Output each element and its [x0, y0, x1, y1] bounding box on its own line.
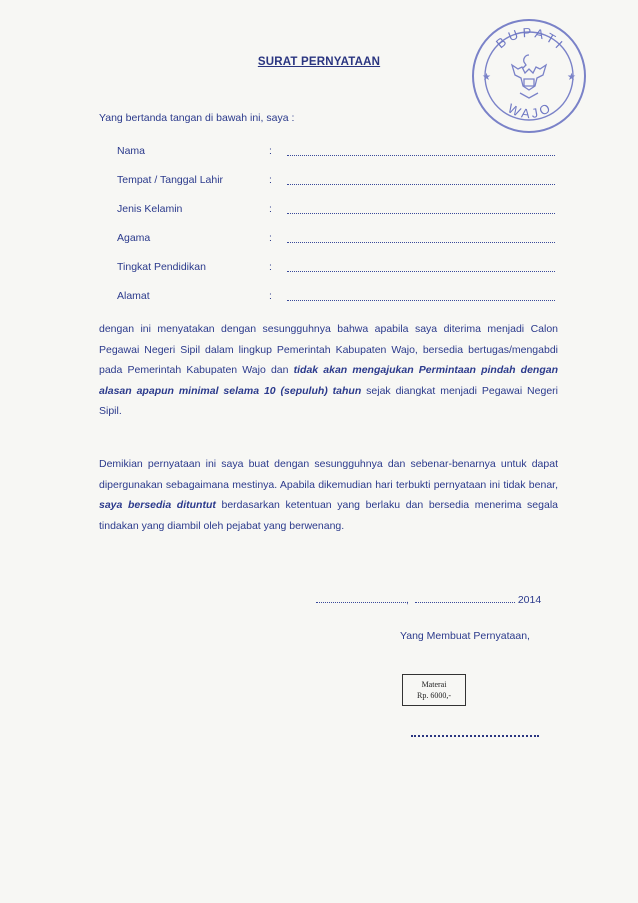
stamp-star-right-icon: ★ — [567, 72, 576, 83]
field-label: Agama — [117, 232, 151, 244]
place-date-line — [316, 593, 558, 606]
field-label: Jenis Kelamin — [117, 203, 183, 215]
document-title: SURAT PERNYATAAN — [257, 56, 381, 68]
field-colon: : — [269, 203, 272, 215]
field-label: Alamat — [117, 290, 150, 302]
field-alamat — [117, 290, 557, 319]
date-comma: , — [406, 594, 409, 606]
signature-line[interactable] — [411, 735, 539, 737]
statement-paragraph — [99, 319, 558, 422]
statement-text: dengan ini menyatakan dengan sesungguhnya bahwa apabila saya diterima menjadi Calon Pegawai Negeri Sipil dalam lingkup Pemerintah Kabupaten Wajo, bersedia bertugas/mengabdi pada Pemerintah Kabupaten Wajo dan — [99, 323, 558, 376]
signer-label: Yang Membuat Pernyataan, — [400, 630, 530, 642]
closing-text: Demikian pernyataan ini saya buat dengan sesungguhnya dan sebenar-benarnya untuk dapat dipergunakan sebagaimana mestinya. Apabila dikemudian hari terbukti pernyataan ini tidak benar, — [99, 458, 558, 491]
stamp-seal — [468, 15, 590, 137]
statement-emphasis: tidak akan mengajukan Permintaan pindah dengan alasan apapun minimal selama 10 (sepuluh) tahun — [99, 364, 558, 397]
closing-text-end: berdasarkan ketentuan yang berlaku dan bersedia menerima segala tindakan yang diambil oleh pejabat yang berwenang. — [99, 499, 558, 532]
field-label: Nama — [117, 145, 146, 157]
statement-text-end: sejak diangkat menjadi Pegawai Negeri Sipil. — [99, 384, 558, 417]
intro-text: Yang bertanda tangan di bawah ini, saya : — [99, 112, 295, 124]
materai-label: Materai — [421, 680, 447, 689]
stamp-star-left-icon: ★ — [482, 72, 491, 83]
stamp-text-bottom: W A J O — [505, 100, 553, 122]
regent-stamp — [468, 15, 590, 137]
field-blank[interactable] — [287, 184, 555, 185]
field-colon: : — [269, 290, 272, 302]
field-tempat-tanggal-lahir — [117, 174, 557, 203]
date-year: 2014 — [517, 594, 542, 606]
field-blank[interactable] — [287, 300, 555, 301]
field-blank[interactable] — [287, 242, 555, 243]
field-colon: : — [269, 174, 272, 186]
field-blank[interactable] — [287, 213, 555, 214]
field-agama — [117, 232, 557, 261]
field-tingkat-pendidikan — [117, 261, 557, 290]
field-label: Tingkat Pendidikan — [117, 261, 206, 273]
field-blank[interactable] — [287, 155, 555, 156]
field-blank[interactable] — [287, 271, 555, 272]
field-colon: : — [269, 145, 272, 157]
field-jenis-kelamin — [117, 203, 557, 232]
field-colon: : — [269, 232, 272, 244]
field-nama — [117, 145, 557, 174]
date-blank[interactable] — [415, 593, 515, 603]
field-colon: : — [269, 261, 272, 273]
place-blank[interactable] — [316, 593, 406, 603]
materai-stamp-box — [402, 674, 466, 706]
closing-emphasis: saya bersedia dituntut — [99, 499, 216, 511]
identity-fields — [117, 145, 557, 319]
materai-value: Rp. 6000,- — [417, 691, 451, 700]
stamp-text-top: B U P A T I — [492, 24, 566, 52]
closing-paragraph — [99, 454, 558, 536]
field-label: Tempat / Tanggal Lahir — [117, 174, 224, 186]
